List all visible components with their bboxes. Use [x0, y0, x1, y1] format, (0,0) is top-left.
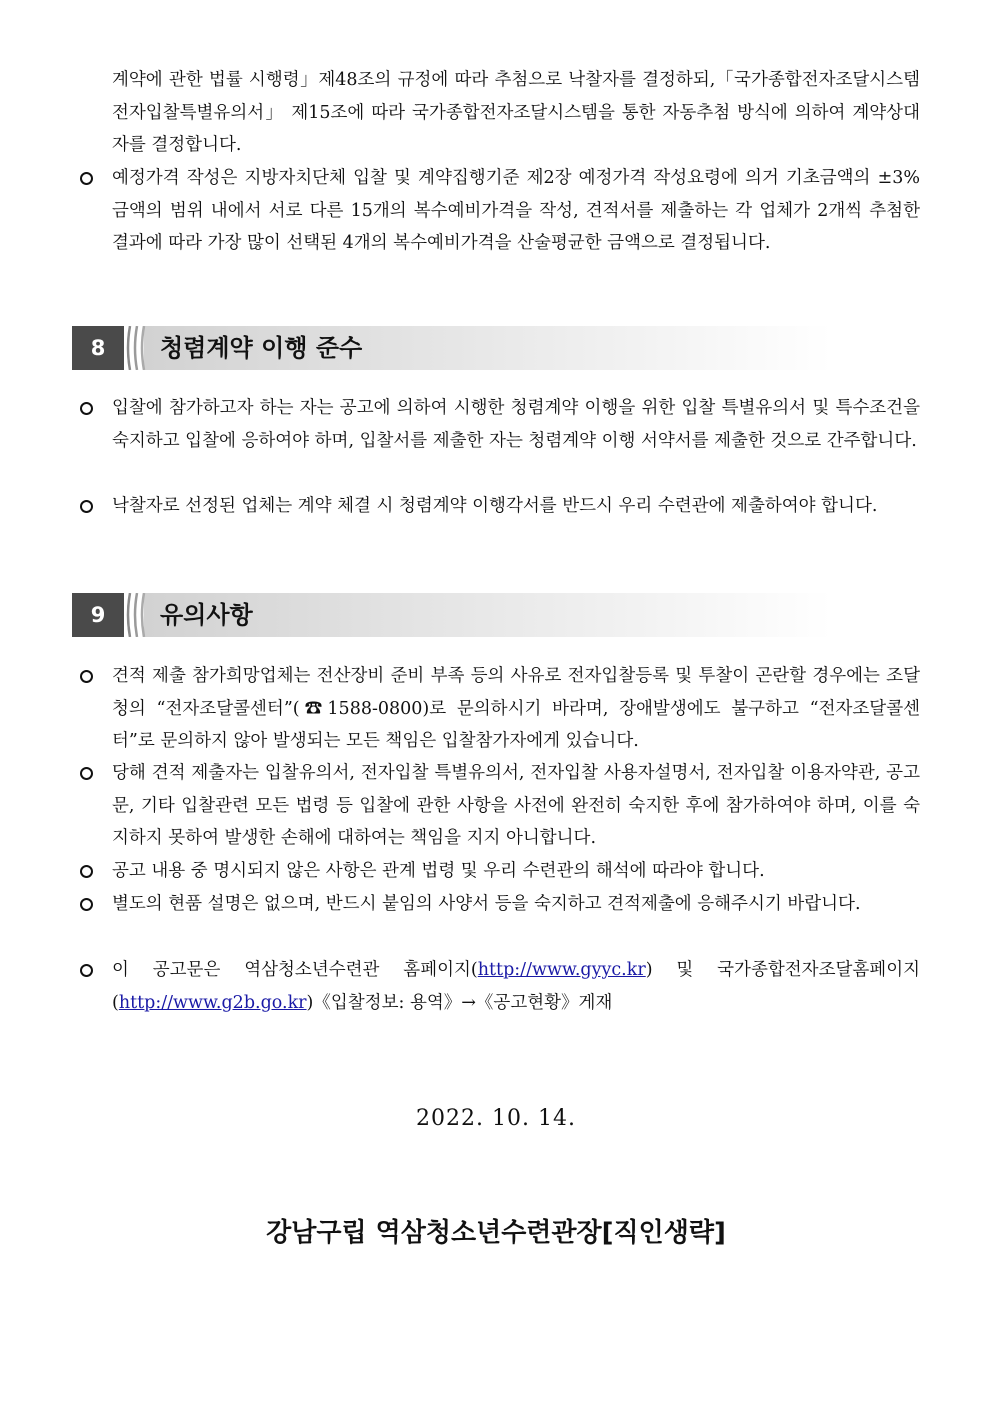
- announcement-date: 2022. 10. 14.: [416, 1106, 576, 1131]
- list-item: [80, 855, 920, 888]
- notice-text-part: )《입찰정보: 용역》→《공고현황》게재: [306, 992, 613, 1013]
- circle-bullet-icon: [80, 172, 93, 185]
- circle-bullet-icon: [80, 402, 93, 415]
- list-item-text: 입찰에 참가하고자 하는 자는 공고에 의하여 시행한 청렴계약 이행을 위한 입찰 특별유의서 및 특수조건을 숙지하고 입찰에 응하여야 하며, 입찰서를 제출한 자는 청렴계약 이행 서약서를 제출한 것으로 간주합니다.: [112, 398, 920, 451]
- section-stripes-icon: [124, 326, 154, 370]
- section-number: 9: [72, 593, 124, 637]
- circle-bullet-icon: [80, 898, 93, 911]
- section-9-header: [72, 593, 832, 637]
- list-item: [80, 888, 920, 921]
- section-stripes-icon: [124, 593, 154, 637]
- intro-bullet-item: [80, 162, 920, 260]
- list-item: [80, 490, 920, 523]
- list-item: [80, 954, 920, 1019]
- list-item-text: 낙찰자로 선정된 업체는 계약 체결 시 청렴계약 이행각서를 반드시 우리 수련관에 제출하여야 합니다.: [112, 496, 878, 516]
- list-item-text: 견적 제출 참가희망업체는 전산장비 준비 부족 등의 사유로 전자입찰등록 및 투찰이 곤란할 경우에는 조달청의 “전자조달콜센터”(☎1588-0800)로 문의하시기 바라며, 장애발생에도 불구하고 “전자조달콜센터”로 문의하지 않아 발생되는 모든 책임은 입찰참가자에게 있습니다.: [112, 666, 920, 751]
- list-item-text: 당해 견적 제출자는 입찰유의서, 전자입찰 특별유의서, 전자입찰 사용자설명서, 전자입찰 이용자약관, 공고문, 기타 입찰관련 모든 법령 등 입찰에 관한 사항을 사전에 완전히 숙지한 후에 참가하여야 하며, 이를 숙지하지 못하여 발생한 손해에 대하여는 책임을 지지 아니합니다.: [112, 763, 920, 848]
- g2b-homepage-link[interactable]: http://www.g2b.go.kr: [118, 992, 307, 1013]
- intro-paragraph: [112, 64, 920, 162]
- organization-signature: 강남구립 역삼청소년수련관장[직인생략]: [266, 1218, 726, 1248]
- list-item: [80, 757, 920, 855]
- notice-text-part: 이 공고문은 역삼청소년수련관 홈페이지(: [112, 960, 478, 980]
- list-item-text: 별도의 현품 설명은 없으며, 반드시 붙임의 사양서 등을 숙지하고 견적제출에 응해주시기 바랍니다.: [112, 894, 861, 914]
- list-item-text: [112, 954, 920, 1019]
- circle-bullet-icon: [80, 964, 93, 977]
- circle-bullet-icon: [80, 767, 93, 780]
- notice-text-part: ) 및 국가종합전자조달홈페이지(: [112, 960, 920, 1013]
- list-item: [80, 392, 920, 457]
- list-item: [80, 660, 920, 758]
- list-item-text: 공고 내용 중 명시되지 않은 사항은 관계 법령 및 우리 수련관의 해석에 따라야 합니다.: [112, 861, 765, 881]
- section-8-header: [72, 326, 832, 370]
- section-title: 유의사항: [160, 601, 253, 629]
- section-title: 청렴계약 이행 준수: [160, 334, 363, 362]
- intro-bullet-text: 예정가격 작성은 지방자치단체 입찰 및 계약집행기준 제2장 예정가격 작성요령에 의거 기초금액의 ±3% 금액의 범위 내에서 서로 다른 15개의 복수예비가격을 작성, 견적서를 제출하는 각 업체가 2개씩 추첨한 결과에 따라 가장 많이 선택된 4개의 복수예비가격을 산술평균한 금액으로 결정됩니다.: [112, 168, 920, 253]
- intro-text: 계약에 관한 법률 시행령」제48조의 규정에 따라 추첨으로 낙찰자를 결정하되,「국가종합전자조달시스템 전자입찰특별유의서」 제15조에 따라 국가종합전자조달시스템을 통한 자동추첨 방식에 의하여 계약상대자를 결정합니다.: [112, 70, 920, 155]
- circle-bullet-icon: [80, 865, 93, 878]
- gyyc-homepage-link[interactable]: http://www.gyyc.kr: [477, 960, 646, 980]
- circle-bullet-icon: [80, 670, 93, 683]
- section-number: 8: [72, 326, 124, 370]
- circle-bullet-icon: [80, 500, 93, 513]
